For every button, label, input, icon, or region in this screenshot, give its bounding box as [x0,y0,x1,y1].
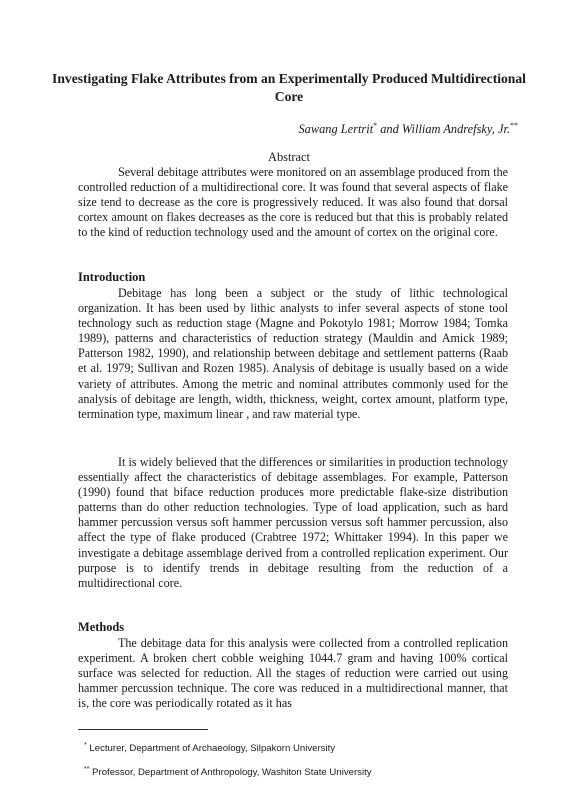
paper-title: Investigating Flake Attributes from an Experimentally Produced Multidirectional Core [52,71,526,104]
introduction-paragraph-1: Debitage has long been a subject or the study of lithic technological organization. It has been used by lithic analysts to infer several aspects of stone tool technology such as reduction stage (Magne and Pokotylo 1981; Morrow 1984; Tomka 1989), patterns and characteristics of reduction strategy (Mauldin and Amick 1989; Patterson 1982, 1990), and relationship between debitage and settlement patterns (Raab et al. 1979; Sullivan and Rozen 1985). Analysis of debitage is usually based on a wide variety of attributes. Among the metric and nominal attributes commonly used for the analysis of debitage are length, width, thickness, weight, cortex amount, platform type, termination type, maximum linear , and raw material type. [78,286,508,421]
introduction-paragraph-2: It is widely believed that the differences or similarities in production technology essentially affect the characteristics of debitage assemblages. For example, Patterson (1990) found that biface reduction produces more predictable flake-size distribution patterns than do other reduction technologies. Type of load application, such as hard hammer percussion versus soft hammer percussion versus soft hammer percussion, also affect the type of flake produced (Crabtree 1972; Whittaker 1994). In this paper we investigate a debitage assemblage derived from a controlled replication experiment. Our purpose is to identify trends in debitage resulting from the reduction of a multidirectional core. [78,455,508,590]
author-1-footnote-mark: * [373,121,378,130]
footnote-2 [84,766,372,778]
footnote-1 [84,742,335,754]
introduction-heading: Introduction [78,270,146,284]
footnote-2-mark: ** [84,766,90,773]
footnote-1-text: Lecturer, Department of Archaeology, Silpakorn University [89,743,336,755]
author-connector: and [377,122,402,137]
author-2-footnote-mark: ** [510,121,518,130]
authors-line [298,121,518,137]
methods-paragraph-1: The debitage data for this analysis were collected from a controlled replication experiment. A broken chert cobble weighing 1044.7 gram and having 100% cortical surface was selected for reduction. All the stages of reduction were carried out using hammer percussion technique. The core was reduced in a multidirectional manner, that is, the core was periodically rotated as it has [78,636,508,711]
footnote-1-mark: * [84,742,87,749]
footnote-divider [78,729,208,730]
footnote-2-text: Professor, Department of Anthropology, Washiton State University [92,767,372,779]
abstract-heading: Abstract [268,150,310,164]
author-1: Sawang Lertrit [298,122,374,137]
abstract-text: Several debitage attributes were monitored on an assemblage produced from the controlled reduction of a multidirectional core. It was found that several aspects of flake size tend to decrease as the core is progressively reduced. It was also found that dorsal cortex amount on flakes decreases as the core is reduced but that this is probably related to the kind of reduction technology used and the amount of cortex on the original core. [78,165,508,240]
author-2: William Andrefsky, Jr. [401,122,510,137]
methods-heading: Methods [78,620,125,634]
